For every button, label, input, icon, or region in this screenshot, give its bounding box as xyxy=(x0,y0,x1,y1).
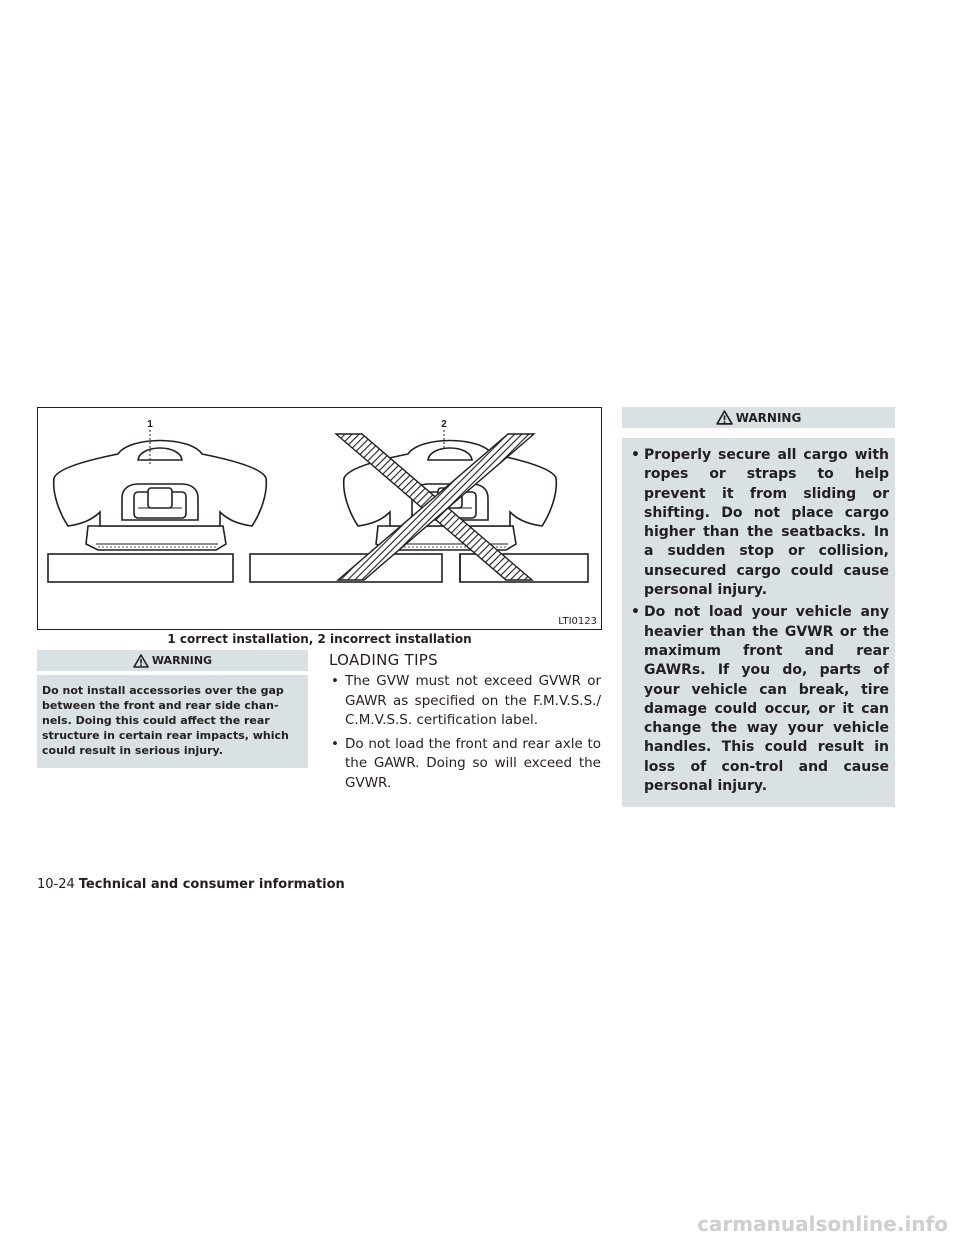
figure-code: LTI0123 xyxy=(558,616,597,627)
warning-text: Do not install accessories over the gap between the front and rear side chan-nels. Doing this could affect the rear structure in certain rear impacts, which could result in serious injury. xyxy=(42,684,289,757)
installation-figure xyxy=(37,407,602,630)
bullet: • xyxy=(631,604,640,621)
bullet: • xyxy=(631,447,640,463)
warning-list xyxy=(628,446,889,796)
section-title: Technical and consumer information xyxy=(78,877,345,892)
warning-heading: WARNING xyxy=(151,654,213,667)
bullet: • xyxy=(331,673,339,689)
section-heading: LOADING TIPS xyxy=(329,651,438,669)
page-number: 10-24 xyxy=(37,877,75,892)
callout-2: 2 xyxy=(441,419,447,430)
warning-body xyxy=(622,438,895,807)
list-item-text: The GVW must not exceed GVWR or GAWR as specified on the F.M.V.S.S./ C.M.V.S.S. certification label. xyxy=(345,673,601,728)
warning-box-cargo xyxy=(622,407,895,807)
list-item xyxy=(329,672,601,731)
warning-header xyxy=(37,650,308,675)
warning-heading: WARNING xyxy=(735,410,802,425)
list-item-text: Do not load the front and rear axle to the GAWR. Doing so will exceed the GVWR. xyxy=(345,735,601,791)
page-footer xyxy=(37,877,345,892)
list-item xyxy=(628,446,889,600)
list-item xyxy=(329,735,601,794)
correct-installation-drawing xyxy=(48,441,266,583)
callout-1: 1 xyxy=(147,419,153,430)
list-item xyxy=(628,603,889,796)
warning-box-accessories xyxy=(37,650,308,768)
loading-tips-section xyxy=(329,651,601,797)
tie-down-illustration xyxy=(38,408,601,629)
bullet: • xyxy=(331,735,339,752)
warning-triangle-icon xyxy=(133,654,149,668)
warning-triangle-icon xyxy=(716,410,733,425)
figure-caption: 1 correct installation, 2 incorrect installation xyxy=(167,632,472,646)
warning-header xyxy=(622,407,895,438)
loading-tips-list xyxy=(329,672,601,793)
list-item-text: Do not load your vehicle any heavier than the GVWR or the maximum front and rear GAWRs. If you do, parts of your vehicle can break, tire damage could occur, or it can change the way your vehicle handles. This could result in loss of con-trol and cause personal injury. xyxy=(644,604,889,795)
watermark: carmanualsonline.info xyxy=(697,1212,948,1236)
list-item-text: Properly secure all cargo with ropes or straps to help prevent it from sliding or shifting. Do not place cargo higher than the seatbacks. In a sudden stop or collision, unsecured cargo could cause personal injury. xyxy=(644,447,889,599)
